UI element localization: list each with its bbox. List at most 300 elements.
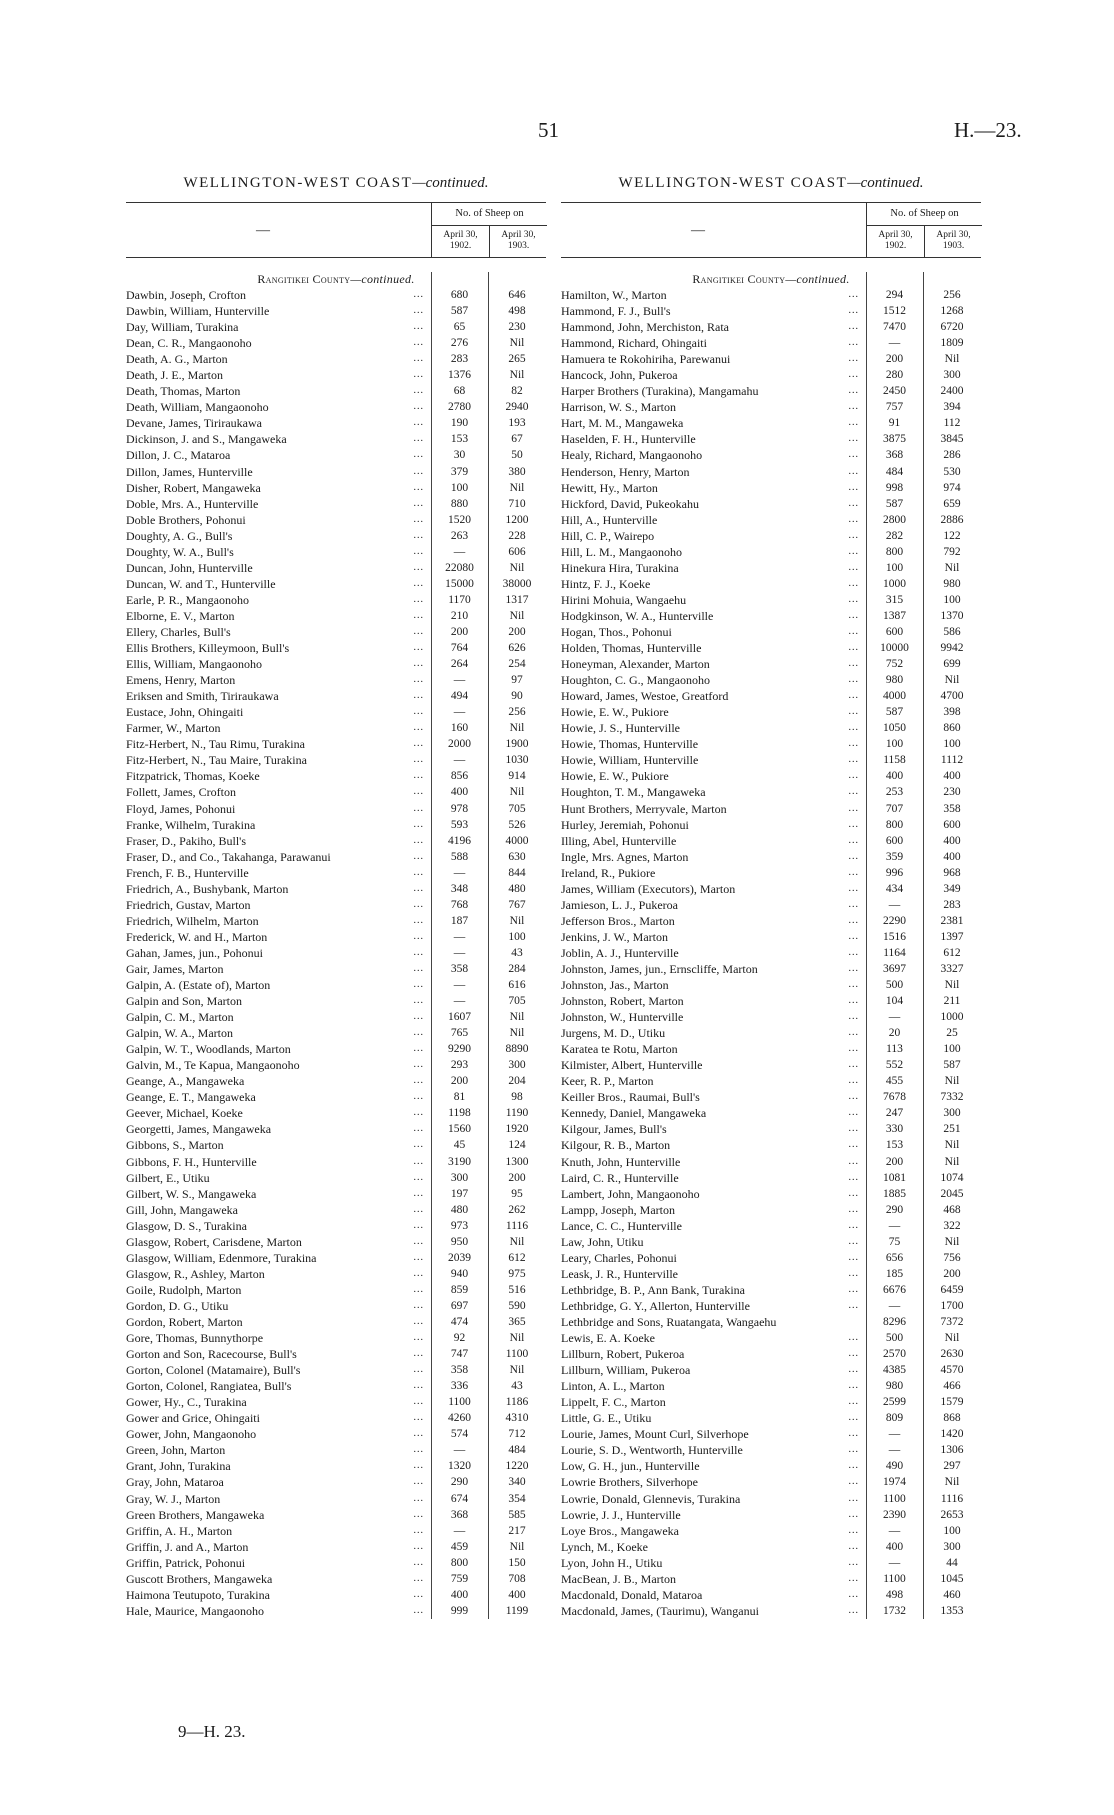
- sheep-1903: 616: [508, 979, 526, 992]
- sheep-1902: 4385: [883, 1364, 906, 1377]
- sheep-1902: —: [453, 706, 466, 719]
- right-table-body: [561, 272, 981, 1619]
- sheep-1903: Nil: [944, 979, 960, 992]
- sheep-1903: 914: [508, 770, 526, 783]
- table-row: [126, 897, 546, 913]
- sheep-1902: 253: [885, 786, 904, 799]
- sheep-1903: 480: [508, 882, 526, 895]
- sheep-1903: 756: [943, 1251, 961, 1264]
- sheep-1903: 975: [508, 1267, 526, 1280]
- leader-dots: ...: [413, 866, 424, 878]
- leader-dots: ...: [413, 449, 424, 461]
- leader-dots: ...: [413, 674, 424, 686]
- owner-name: Karatea te Rotu, Marton: [561, 1042, 678, 1057]
- owner-name: Galpin and Son, Marton: [126, 994, 242, 1009]
- leader-dots: ...: [413, 834, 424, 846]
- owner-name: Green Brothers, Mangaweka: [126, 1507, 265, 1522]
- owner-name: Ireland, R., Pukiore: [561, 865, 656, 880]
- owner-name: Glasgow, R., Ashley, Marton: [126, 1266, 265, 1281]
- sheep-1903: 400: [943, 834, 961, 847]
- owner-name: Gower, John, Mangaonoho: [126, 1427, 257, 1442]
- table-row: [561, 1378, 981, 1394]
- sheep-1902: 336: [450, 1380, 469, 1393]
- table-row: [561, 415, 981, 431]
- sheep-1903: 400: [943, 770, 961, 783]
- page-number: 51: [538, 118, 559, 142]
- owner-name: Lyon, John H., Utiku: [561, 1555, 663, 1570]
- leader-dots: ...: [413, 577, 424, 589]
- leader-dots: ...: [848, 1364, 859, 1376]
- sheep-1903: 606: [508, 545, 526, 558]
- leader-dots: ...: [848, 1235, 859, 1247]
- owner-name: Lethbridge and Sons, Ruatangata, Wangaehu: [561, 1315, 777, 1329]
- sheep-1903: 1000: [940, 1011, 964, 1024]
- sheep-1902: 294: [885, 289, 904, 301]
- sheep-1902: 1560: [448, 1123, 471, 1136]
- sheep-1903: 254: [508, 658, 526, 671]
- sheep-1902: 4000: [883, 690, 906, 703]
- sheep-1903: 705: [508, 802, 526, 815]
- sheep-1903: 204: [508, 1075, 526, 1088]
- table-row: [561, 752, 981, 768]
- sheep-1903: 44: [946, 1556, 958, 1569]
- table-row: [126, 833, 546, 849]
- sheep-1902: —: [453, 979, 466, 992]
- sheep-1902: 160: [450, 722, 469, 735]
- owner-name: Dillon, James, Hunterville: [126, 464, 253, 479]
- sheep-1902: 2800: [883, 513, 906, 526]
- leader-dots: ...: [848, 962, 859, 974]
- sheep-1902: 1100: [448, 1396, 471, 1409]
- leader-dots: ...: [848, 401, 859, 413]
- table-row: [126, 801, 546, 817]
- leader-dots: ...: [848, 1059, 859, 1071]
- leader-dots: ...: [848, 1027, 859, 1039]
- sheep-1902: 330: [885, 1123, 904, 1136]
- leader-dots: ...: [848, 1091, 859, 1103]
- sheep-1903: 868: [943, 1412, 961, 1425]
- sheep-1903: 468: [943, 1203, 961, 1216]
- sheep-1903: 100: [508, 930, 526, 943]
- leader-dots: ...: [413, 1059, 424, 1071]
- owner-name: Dickinson, J. and S., Mangaweka: [126, 432, 287, 447]
- owner-name: Fraser, D., and Co., Takahanga, Parawanui: [126, 849, 331, 864]
- leader-dots: ...: [848, 433, 859, 445]
- sheep-1903: 400: [508, 1588, 526, 1601]
- sheep-1902: 15000: [445, 577, 474, 590]
- owner-name: Loye Bros., Mangaweka: [561, 1523, 679, 1538]
- left-title-main: WELLINGTON-WEST COAST: [183, 175, 413, 191]
- leader-dots: ...: [848, 289, 859, 300]
- owner-name: Gore, Thomas, Bunnythorpe: [126, 1331, 264, 1346]
- owner-name: Honeyman, Alexander, Marton: [561, 657, 710, 672]
- table-row: [126, 736, 546, 752]
- right-name-column-header: —: [691, 223, 705, 238]
- owner-name: Keiller Bros., Raumai, Bull's: [561, 1090, 700, 1105]
- sheep-1903: Nil: [944, 561, 960, 574]
- sheep-1902: 92: [453, 1332, 466, 1345]
- leader-dots: ...: [848, 529, 859, 541]
- owner-name: Lourie, S. D., Wentworth, Hunterville: [561, 1443, 743, 1458]
- table-row: [126, 1587, 546, 1603]
- owner-name: Eriksen and Smith, Tiriraukawa: [126, 689, 279, 704]
- sheep-1903: 354: [508, 1492, 526, 1505]
- sheep-1902: 1520: [448, 513, 471, 526]
- table-row: [561, 431, 981, 447]
- sheep-1902: 434: [885, 882, 904, 895]
- owner-name: Galpin, W. T., Woodlands, Marton: [126, 1042, 291, 1057]
- sheep-1902: 455: [885, 1075, 904, 1088]
- owner-name: Hill, A., Hunterville: [561, 512, 658, 527]
- leader-dots: ...: [413, 401, 424, 413]
- leader-dots: ...: [413, 1155, 424, 1167]
- table-row: [126, 865, 546, 881]
- leader-dots: ...: [848, 1396, 859, 1408]
- sheep-1902: 45: [453, 1139, 466, 1152]
- sheep-1903: 1900: [505, 738, 529, 751]
- owner-name: Geange, E. T., Mangaweka: [126, 1090, 256, 1105]
- sheep-1903: Nil: [509, 1332, 525, 1345]
- table-row: [561, 528, 981, 544]
- owner-name: Dawbin, Joseph, Crofton: [126, 288, 246, 302]
- owner-name: Friedrich, A., Bushybank, Marton: [126, 881, 289, 896]
- sheep-1902: 600: [885, 625, 904, 638]
- table-row: [126, 512, 546, 528]
- left-header-1902: April 30, 1902.: [443, 230, 478, 251]
- sheep-1903: 630: [508, 850, 526, 863]
- leader-dots: ...: [413, 930, 424, 942]
- table-row: [561, 784, 981, 800]
- owner-name: Franke, Wilhelm, Turakina: [126, 817, 256, 832]
- leader-dots: ...: [848, 497, 859, 509]
- sheep-1902: 1376: [448, 369, 471, 382]
- table-row: [126, 720, 546, 736]
- table-row: [126, 415, 546, 431]
- sheep-1903: 300: [943, 1107, 961, 1120]
- leader-dots: ...: [848, 722, 859, 734]
- sheep-1902: 680: [450, 289, 469, 301]
- leader-dots: ...: [848, 866, 859, 878]
- owner-name: Holden, Thomas, Hunterville: [561, 641, 702, 656]
- sheep-1903: 792: [943, 545, 961, 558]
- owner-name: Galpin, A. (Estate of), Marton: [126, 978, 271, 993]
- table-row: [126, 961, 546, 977]
- sheep-1903: 498: [508, 305, 526, 318]
- sheep-1902: —: [453, 995, 466, 1008]
- sheep-1902: 600: [885, 834, 904, 847]
- owner-name: Doughty, A. G., Bull's: [126, 528, 233, 543]
- table-row: [126, 1362, 546, 1378]
- owner-name: Lambert, John, Mangaonoho: [561, 1186, 700, 1201]
- table-row: [126, 1073, 546, 1089]
- table-row: [126, 624, 546, 640]
- sheep-1903: 1116: [940, 1492, 964, 1505]
- leader-dots: ...: [413, 1219, 424, 1231]
- leader-dots: ...: [413, 642, 424, 654]
- sheep-1903: 2045: [940, 1187, 964, 1200]
- leader-dots: ...: [413, 497, 424, 509]
- table-row: [561, 961, 981, 977]
- table-row: [126, 399, 546, 415]
- leader-dots: ...: [848, 353, 859, 365]
- sheep-1903: 4570: [940, 1364, 964, 1377]
- table-row: [561, 640, 981, 656]
- leader-dots: ...: [413, 465, 424, 477]
- sheep-1902: 859: [450, 1283, 469, 1296]
- sheep-1903: 365: [508, 1316, 526, 1328]
- owner-name: Fraser, D., Pakiho, Bull's: [126, 833, 247, 848]
- leader-dots: ...: [413, 1604, 424, 1616]
- owner-name: Gray, W. J., Marton: [126, 1491, 221, 1506]
- leader-dots: ...: [848, 642, 859, 654]
- table-row: [561, 1394, 981, 1410]
- document-reference: H.—23.: [954, 118, 1022, 142]
- owner-name: Knuth, John, Hunterville: [561, 1154, 681, 1169]
- leader-dots: ...: [848, 1075, 859, 1087]
- sheep-1902: 1158: [883, 754, 906, 767]
- table-row: [126, 383, 546, 399]
- sheep-1902: 379: [450, 465, 469, 478]
- owner-name: Hunt Brothers, Merryvale, Marton: [561, 801, 727, 816]
- sheep-1902: 757: [885, 401, 904, 414]
- leader-dots: ...: [848, 1332, 859, 1344]
- leader-dots: ...: [848, 1428, 859, 1440]
- sheep-1902: 200: [450, 625, 469, 638]
- owner-name: Lillburn, William, Pukeroa: [561, 1363, 691, 1378]
- leader-dots: ...: [413, 690, 424, 702]
- sheep-1902: 190: [450, 417, 469, 430]
- sheep-1903: Nil: [509, 786, 525, 799]
- right-sheep-header: No. of Sheep on: [867, 203, 982, 226]
- owner-name: Hickford, David, Pukeokahu: [561, 496, 699, 511]
- sheep-1903: 122: [943, 529, 961, 542]
- table-row: [561, 1346, 981, 1362]
- table-row: [126, 319, 546, 335]
- table-row: [126, 1378, 546, 1394]
- sheep-1903: 860: [943, 722, 961, 735]
- sheep-1903: 230: [943, 786, 961, 799]
- leader-dots: ...: [413, 369, 424, 381]
- sheep-1903: Nil: [509, 914, 525, 927]
- owner-name: Johnston, Jas., Marton: [561, 978, 669, 993]
- leader-dots: ...: [848, 625, 859, 637]
- leader-dots: ...: [413, 1235, 424, 1247]
- left-table-header: [126, 202, 546, 258]
- sheep-1902: 674: [450, 1492, 469, 1505]
- table-row: [126, 752, 546, 768]
- left-sheep-header: No. of Sheep on: [432, 203, 547, 226]
- leader-dots: ...: [848, 1139, 859, 1151]
- leader-dots: ...: [413, 1123, 424, 1135]
- table-row: [561, 608, 981, 624]
- table-row: [561, 1282, 981, 1298]
- sheep-1902: 1607: [448, 1011, 471, 1024]
- owner-name: Geever, Michael, Koeke: [126, 1106, 243, 1121]
- owner-name: Death, A. G., Marton: [126, 352, 228, 367]
- owner-name: Gordon, Robert, Marton: [126, 1315, 243, 1329]
- leader-dots: ...: [848, 321, 859, 333]
- table-row: [561, 1555, 981, 1571]
- sheep-1902: 747: [450, 1348, 469, 1361]
- sheep-1902: 978: [450, 802, 469, 815]
- table-row: [561, 977, 981, 993]
- sheep-1902: 459: [450, 1540, 469, 1553]
- owner-name: Lowrie Brothers, Silverhope: [561, 1475, 698, 1490]
- table-row: [561, 1571, 981, 1587]
- leader-dots: ...: [413, 1460, 424, 1472]
- sheep-1903: 398: [943, 706, 961, 719]
- sheep-1902: 91: [888, 417, 901, 430]
- table-row: [561, 993, 981, 1009]
- sheep-1902: —: [888, 1011, 901, 1024]
- owner-name: Houghton, C. G., Mangaonoho: [561, 673, 710, 688]
- owner-name: Duncan, W. and T., Hunterville: [126, 576, 276, 591]
- sheep-1903: 980: [943, 577, 961, 590]
- owner-name: Howie, E. W., Pukiore: [561, 769, 669, 784]
- owner-name: Day, William, Turakina: [126, 320, 239, 335]
- leader-dots: ...: [848, 706, 859, 718]
- sheep-1903: Nil: [944, 1235, 960, 1248]
- owner-name: Glasgow, D. S., Turakina: [126, 1218, 247, 1233]
- owner-name: Georgetti, James, Mangaweka: [126, 1122, 272, 1137]
- owner-name: Disher, Robert, Mangaweka: [126, 480, 261, 495]
- sheep-1902: 247: [885, 1107, 904, 1120]
- owner-name: Ellis Brothers, Killeymoon, Bull's: [126, 641, 290, 656]
- leader-dots: ...: [413, 1316, 424, 1327]
- leader-dots: ...: [413, 1187, 424, 1199]
- leader-dots: ...: [413, 802, 424, 814]
- owner-name: Goile, Rudolph, Marton: [126, 1282, 242, 1297]
- leader-dots: ...: [413, 722, 424, 734]
- owner-name: Gray, John, Mataroa: [126, 1475, 224, 1490]
- leader-dots: ...: [413, 1267, 424, 1279]
- left-column-title: [126, 172, 546, 194]
- leader-dots: ...: [848, 1348, 859, 1360]
- leader-dots: ...: [848, 1219, 859, 1231]
- leader-dots: ...: [848, 1460, 859, 1472]
- sheep-1903: 646: [508, 289, 526, 301]
- owner-name: Galpin, W. A., Marton: [126, 1026, 233, 1041]
- sheep-1903: 466: [943, 1380, 961, 1393]
- owner-name: Law, John, Utiku: [561, 1234, 644, 1249]
- sheep-1903: 1420: [940, 1428, 964, 1441]
- table-row: [126, 1089, 546, 1105]
- sheep-1902: 996: [885, 866, 904, 879]
- sheep-1903: 112: [943, 417, 961, 430]
- sheep-1903: 4000: [505, 834, 529, 847]
- signature-mark: 9—H. 23.: [178, 1722, 246, 1741]
- owner-name: Gower and Grice, Ohingaiti: [126, 1411, 260, 1426]
- owner-name: Lance, C. C., Hunterville: [561, 1218, 682, 1233]
- owner-name: Houghton, T. M., Mangaweka: [561, 785, 706, 800]
- table-row: [561, 367, 981, 383]
- leader-dots: ...: [413, 1396, 424, 1408]
- table-row: [561, 720, 981, 736]
- sheep-1903: 67: [511, 433, 523, 446]
- sheep-1903: 1100: [505, 1348, 529, 1361]
- sheep-1902: 20: [888, 1027, 901, 1040]
- sheep-1902: 3875: [883, 433, 906, 446]
- leader-dots: ...: [848, 1444, 859, 1456]
- leader-dots: ...: [413, 1556, 424, 1568]
- owner-name: Hale, Maurice, Mangaonoho: [126, 1603, 264, 1618]
- owner-name: Macdonald, James, (Taurimu), Wanganui: [561, 1603, 759, 1618]
- sheep-1902: 656: [885, 1251, 904, 1264]
- sheep-1902: 2570: [883, 1348, 906, 1361]
- sheep-1902: 2599: [883, 1396, 906, 1409]
- table-row: [561, 1234, 981, 1250]
- sheep-1902: 153: [885, 1139, 904, 1152]
- sheep-1903: 228: [508, 529, 526, 542]
- owner-name: Kennedy, Daniel, Mangaweka: [561, 1106, 707, 1121]
- leader-dots: ...: [848, 1171, 859, 1183]
- sheep-1903: 587: [943, 1059, 961, 1072]
- sheep-1903: Nil: [509, 1027, 525, 1040]
- sheep-1902: 1732: [883, 1604, 906, 1617]
- sheep-1902: 1164: [883, 946, 906, 959]
- sheep-1902: 30: [453, 449, 466, 462]
- table-row: [561, 576, 981, 592]
- sheep-1902: 280: [885, 369, 904, 382]
- table-row: [561, 496, 981, 512]
- owner-name: Geange, A., Mangaweka: [126, 1074, 245, 1089]
- owner-name: Little, G. E., Utiku: [561, 1411, 652, 1426]
- leader-dots: ...: [413, 289, 424, 300]
- table-row: [561, 1474, 981, 1490]
- leader-dots: ...: [848, 593, 859, 605]
- sheep-1903: 1268: [940, 305, 964, 318]
- sheep-1902: 856: [450, 770, 469, 783]
- owner-name: Hogan, Thos., Pohonui: [561, 624, 672, 639]
- sheep-1902: 1320: [448, 1460, 471, 1473]
- sheep-1903: 484: [508, 1444, 526, 1457]
- sheep-1902: —: [888, 1219, 901, 1232]
- sheep-1903: 100: [943, 1043, 961, 1056]
- owner-name: Galvin, M., Te Kapua, Mangaonoho: [126, 1058, 300, 1073]
- owner-name: Illing, Abel, Hunterville: [561, 833, 677, 848]
- table-row: [126, 640, 546, 656]
- owner-name: Gorton, Colonel (Matamaire), Bull's: [126, 1363, 301, 1378]
- sheep-1903: 1317: [505, 593, 529, 606]
- leader-dots: ...: [848, 1476, 859, 1488]
- table-row: [561, 1073, 981, 1089]
- owner-name: Fitz-Herbert, N., Tau Rimu, Turakina: [126, 737, 305, 752]
- table-row: [561, 544, 981, 560]
- sheep-1903: 2400: [940, 385, 964, 398]
- leader-dots: ...: [848, 1267, 859, 1279]
- sheep-1903: 1074: [940, 1171, 964, 1184]
- table-row: [561, 1458, 981, 1474]
- leader-dots: ...: [848, 898, 859, 910]
- owner-name: Jefferson Bros., Marton: [561, 913, 675, 928]
- table-row: [126, 1298, 546, 1314]
- leader-dots: ...: [848, 1412, 859, 1424]
- owner-name: Johnston, Robert, Marton: [561, 994, 684, 1009]
- leader-dots: ...: [848, 979, 859, 991]
- leader-dots: ...: [413, 305, 424, 317]
- sheep-1902: 293: [450, 1059, 469, 1072]
- right-column: [561, 172, 981, 1619]
- table-row: [126, 784, 546, 800]
- owner-name: Howie, William, Hunterville: [561, 753, 699, 768]
- leader-dots: ...: [413, 609, 424, 621]
- sheep-1903: 124: [508, 1139, 526, 1152]
- table-row: [561, 1057, 981, 1073]
- table-row: [126, 913, 546, 929]
- table-row: [126, 1330, 546, 1346]
- table-row: [126, 1234, 546, 1250]
- leader-dots: ...: [413, 658, 424, 670]
